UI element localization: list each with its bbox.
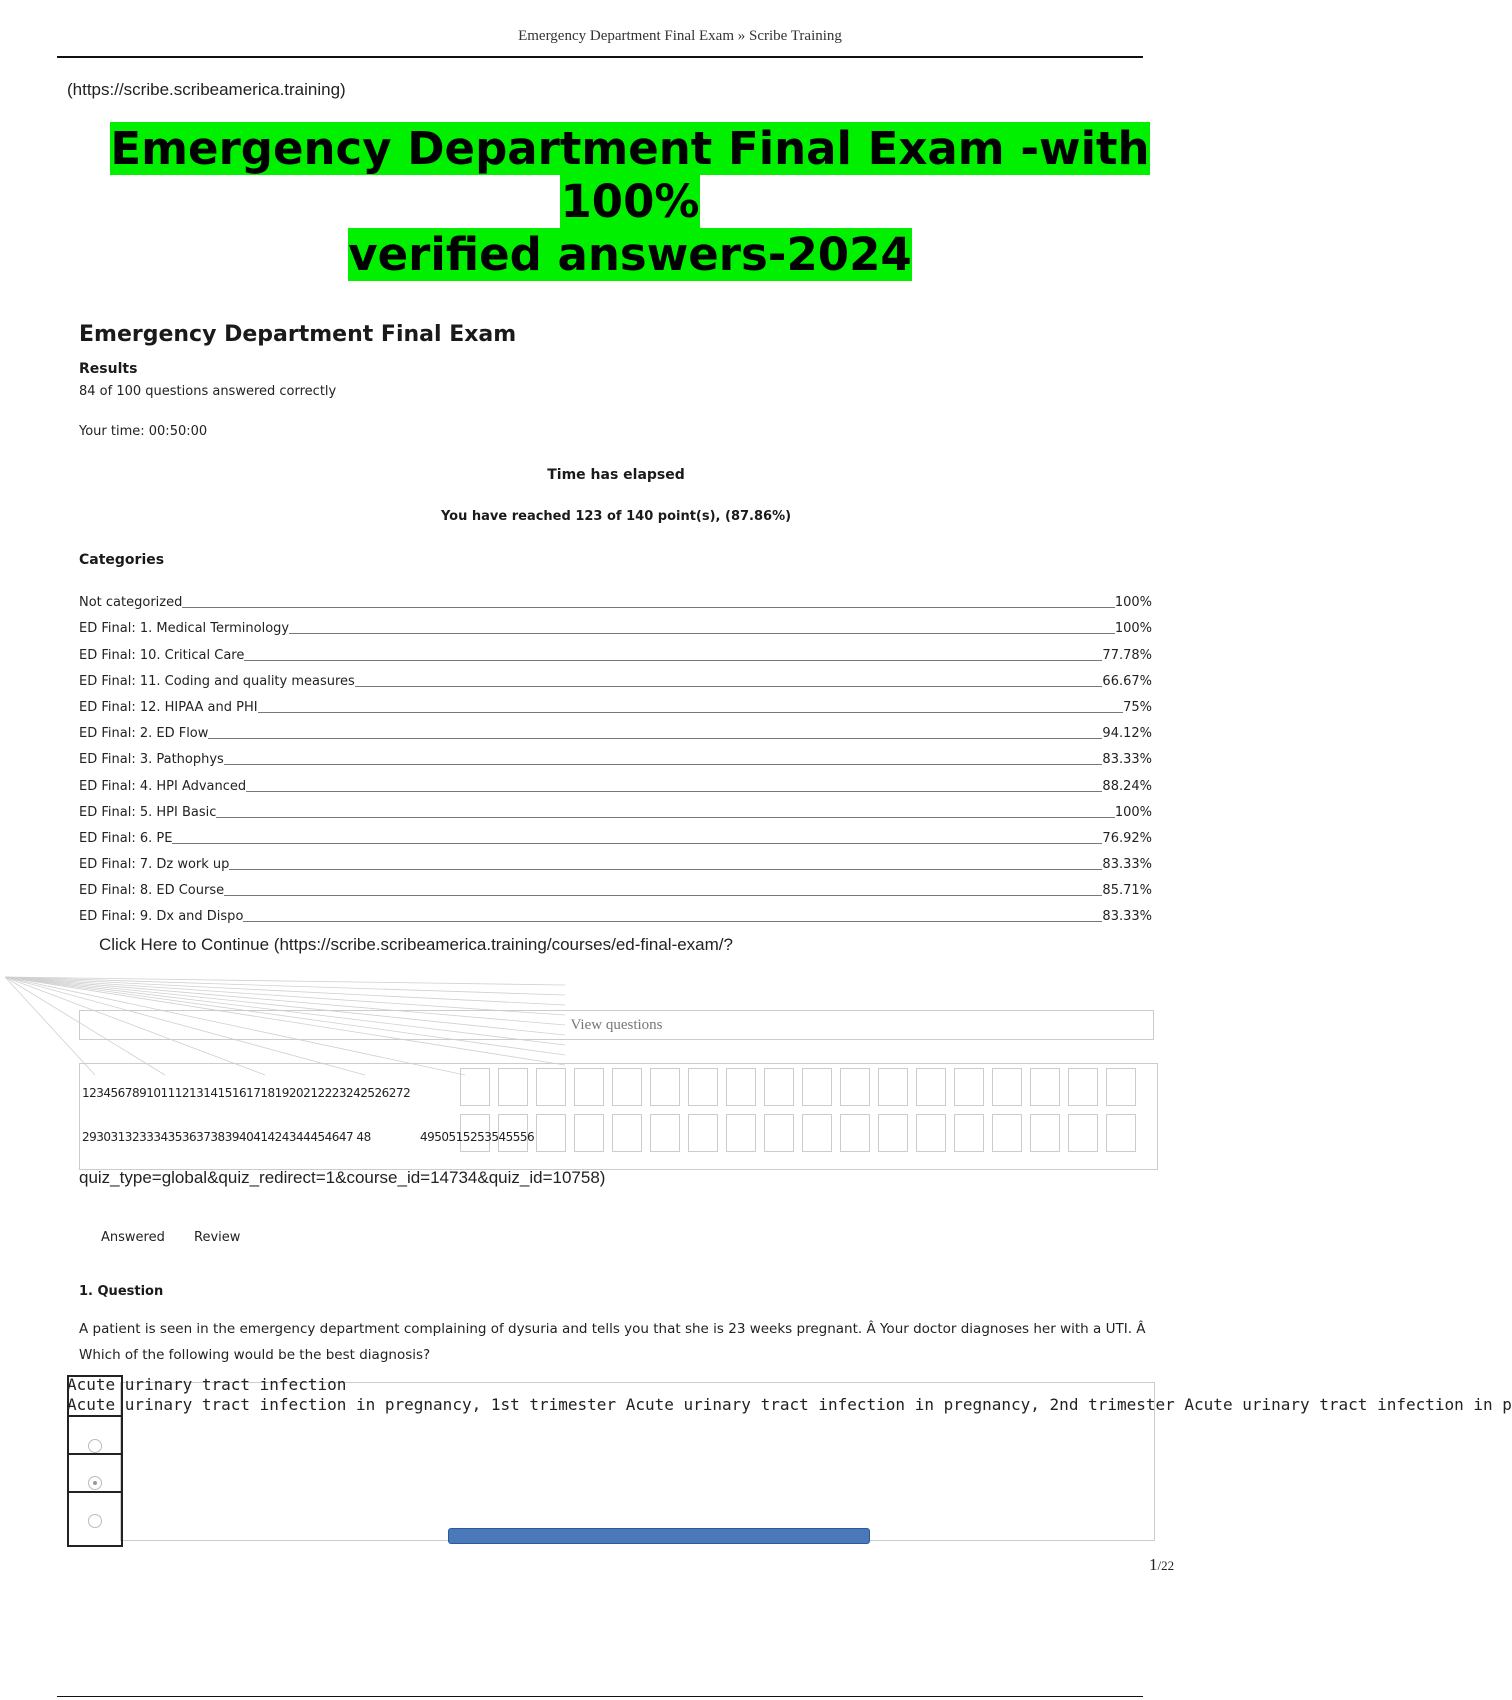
question-cell[interactable] [878,1114,908,1152]
question-grid-row [80,1064,1157,1104]
category-score: 76.92% [1102,830,1152,846]
question-cell[interactable] [1106,1114,1136,1152]
question-cell[interactable] [612,1068,642,1106]
question-cell[interactable] [688,1114,718,1152]
question-cell[interactable] [916,1068,946,1106]
results-label: Results [79,361,138,377]
question-cell[interactable] [536,1114,566,1152]
legend-answered: Answered [101,1230,165,1245]
category-score: 75% [1123,699,1152,715]
category-row [79,582,1152,611]
exam-title: Emergency Department Final Exam [79,322,517,347]
category-name: ED Final: 1. Medical Terminology [79,621,290,637]
category-row [79,818,1152,844]
question-cell[interactable] [498,1068,528,1106]
question-cell[interactable] [992,1068,1022,1106]
question-cell[interactable] [650,1114,680,1152]
question-text: A patient is seen in the emergency department complaining of dysuria and tells you that she is 23 weeks pregnant. Â Your doctor diagnoses her with a UTI. Â Which of the following would be the best diagnosis? [79,1321,1146,1363]
question-cell[interactable] [1106,1068,1136,1106]
question-cell[interactable] [1068,1068,1098,1106]
document-banner [60,122,1200,281]
time-label: Your time: 00:50:00 [79,424,208,439]
elapsed-notice: Time has elapsed [547,467,685,483]
continue-link[interactable]: Click Here to Continue (https://scribe.scribeamerica.training/courses/ed-final-exam/? [99,935,733,954]
category-name: ED Final: 12. HIPAA and PHI [79,699,258,715]
question-cell[interactable] [802,1068,832,1106]
question-cell[interactable] [764,1068,794,1106]
page-current: 1 [1149,1555,1158,1574]
category-name: Not categorized [79,595,183,611]
option-radio[interactable] [88,1514,102,1528]
option-radio-selected[interactable] [88,1476,102,1490]
question-cell[interactable] [840,1068,870,1106]
score-summary: 84 of 100 questions answered correctly [79,384,337,399]
question-cell[interactable] [650,1068,680,1106]
category-score: 100% [1114,595,1152,611]
category-score: 88.24% [1102,778,1152,794]
question-cell[interactable] [726,1068,756,1106]
question-cell[interactable] [1068,1114,1098,1152]
question-cell[interactable] [460,1068,490,1106]
question-cell[interactable] [916,1114,946,1152]
question-cell[interactable] [726,1114,756,1152]
banner-line-1: Emergency Department Final Exam -with 100% [110,122,1150,228]
question-cell[interactable] [612,1114,642,1152]
horizontal-scrollbar[interactable] [448,1528,870,1544]
radio-divider [69,1491,121,1493]
category-name: ED Final: 5. HPI Basic [79,804,217,820]
category-name: ED Final: 7. Dz work up [79,857,230,873]
category-name: ED Final: 6. PE [79,830,173,846]
points-summary: You have reached 123 of 140 point(s), (87.86%) [440,509,792,524]
option-radio[interactable] [88,1439,102,1453]
category-score: 83.33% [1102,909,1152,925]
question-cell[interactable] [954,1114,984,1152]
question-numbers-row-1[interactable]: 1234567891011121314151617181920212223242526272 [82,1086,411,1100]
page-total: /22 [1157,1558,1175,1573]
question-cell[interactable] [802,1114,832,1152]
category-row [79,765,1152,794]
category-score: 83.33% [1102,857,1152,873]
options-overflow-text[interactable]: Acute urinary tract infection in pregnancy, 1st trimester Acute urinary tract infection in pregnancy, 2nd trimester Acute urinary tract infection in p [67,1395,1512,1414]
category-row [79,844,1152,873]
page-number [1149,1555,1174,1575]
footer-rule [57,1696,1143,1697]
category-score: 85.71% [1102,883,1152,899]
header-rule [57,56,1143,58]
category-score: 94.12% [1102,726,1152,742]
category-row [79,739,1152,768]
category-name: ED Final: 11. Coding and quality measures [79,673,355,689]
categories-list [79,582,1152,925]
category-row [79,713,1152,742]
legend-review: Review [194,1230,241,1245]
radio-divider [69,1415,121,1417]
continue-link-tail[interactable]: quiz_type=global&quiz_redirect=1&course_id=14734&quiz_id=10758) [79,1168,606,1187]
view-questions-button[interactable]: View questions [79,1010,1154,1040]
category-name: ED Final: 8. ED Course [79,883,225,899]
question-numbers-row-2[interactable]: 29303132333435363738394041424344454647 48 [82,1130,371,1144]
question-cell[interactable] [954,1068,984,1106]
question-cell[interactable] [574,1114,604,1152]
category-score: 66.67% [1102,673,1152,689]
source-url[interactable]: (https://scribe.scribeamerica.training) [67,80,346,99]
category-score: 100% [1114,804,1152,820]
banner-line-2: verified answers-2024 [348,228,912,281]
running-title: Emergency Department Final Exam » Scribe Training [518,28,842,44]
radio-column [67,1375,123,1547]
category-score: 77.78% [1102,647,1152,663]
category-row [79,608,1152,637]
question-cell[interactable] [764,1114,794,1152]
category-row [79,661,1152,687]
category-name: ED Final: 9. Dx and Dispo [79,909,244,925]
question-cell[interactable] [992,1114,1022,1152]
category-score: 83.33% [1102,752,1152,768]
category-row [79,870,1152,899]
option-label[interactable]: Acute urinary tract infection [67,1375,347,1394]
question-grid [79,1063,1158,1170]
question-label: 1. Question [79,1284,164,1299]
category-row [79,634,1152,663]
category-score: 100% [1114,621,1152,637]
question-cell[interactable] [840,1114,870,1152]
category-name: ED Final: 2. ED Flow [79,726,209,742]
question-cell[interactable] [1030,1068,1060,1106]
category-row [79,687,1152,713]
category-row [79,792,1152,818]
question-grid-row [80,1110,1157,1150]
radio-divider [69,1453,121,1455]
category-name: ED Final: 3. Pathophys [79,752,224,768]
question-cell[interactable] [574,1068,604,1106]
question-cell[interactable] [1030,1114,1060,1152]
categories-label: Categories [79,552,165,568]
question-cell[interactable] [688,1068,718,1106]
question-numbers-row-2b[interactable]: 4950515253545556 [420,1130,535,1144]
question-cell[interactable] [536,1068,566,1106]
question-cell[interactable] [878,1068,908,1106]
category-name: ED Final: 4. HPI Advanced [79,778,247,794]
category-name: ED Final: 10. Critical Care [79,647,245,663]
category-row [79,896,1152,925]
